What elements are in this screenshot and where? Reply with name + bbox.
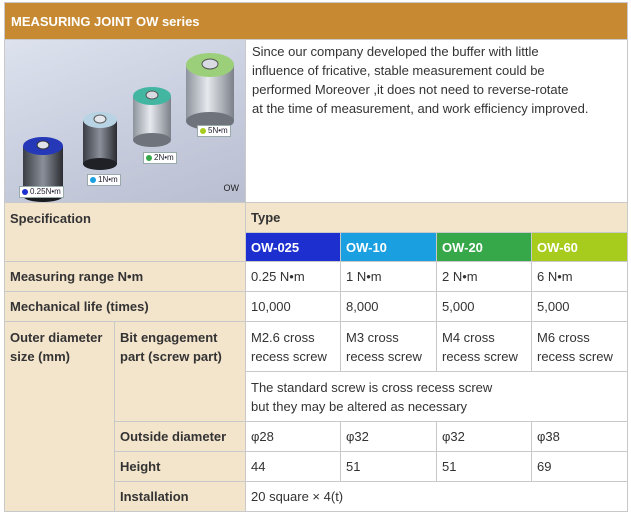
installation-value: 20 square × 4(t) <box>246 482 628 512</box>
measuring-range-ow60: 6 N•m <box>532 262 628 292</box>
section-title: MEASURING JOINT OW series <box>5 3 628 40</box>
outside-diameter-ow20: φ32 <box>437 422 532 452</box>
measuring-range-label: Measuring range N•m <box>5 262 246 292</box>
spec-table <box>4 2 628 512</box>
model-ow60: OW-60 <box>532 233 628 262</box>
color-dot-icon <box>90 177 96 183</box>
type-header: Type <box>246 203 628 233</box>
outside-diameter-label: Outside diameter <box>115 422 246 452</box>
color-dot-icon <box>146 155 152 161</box>
color-dot-icon <box>200 128 206 134</box>
description-line: influence of fricative, stable measurement could be <box>252 63 545 78</box>
joint-ow20 <box>133 87 171 147</box>
bit-engagement-ow025: M2.6 cross recess screw <box>246 322 341 372</box>
model-ow10: OW-10 <box>341 233 437 262</box>
measuring-range-ow20: 2 N•m <box>437 262 532 292</box>
installation-label: Installation <box>115 482 246 512</box>
measuring-range-ow10: 1 N•m <box>341 262 437 292</box>
mechanical-life-ow60: 5,000 <box>532 292 628 322</box>
specification-header: Specification <box>5 203 246 262</box>
outside-diameter-ow60: φ38 <box>532 422 628 452</box>
mechanical-life-ow20: 5,000 <box>437 292 532 322</box>
label-1nm: 1N•m <box>87 174 121 186</box>
photo-mark: OW <box>223 183 239 193</box>
description-line: at the time of measurement, and work efficiency improved. <box>252 101 589 116</box>
outer-diameter-label: Outer diameter size (mm) <box>5 322 115 512</box>
height-ow60: 69 <box>532 452 628 482</box>
product-photo-svg <box>5 40 245 202</box>
height-ow10: 51 <box>341 452 437 482</box>
joint-ow10 <box>83 112 117 170</box>
joint-ow60 <box>186 53 234 130</box>
description-line: performed Moreover ,it does not need to reverse-rotate <box>252 82 569 97</box>
description <box>246 40 628 203</box>
description-line: Since our company developed the buffer with little <box>252 44 539 59</box>
mechanical-life-ow10: 8,000 <box>341 292 437 322</box>
product-photo-cell <box>5 40 246 203</box>
product-photo <box>5 40 245 202</box>
measuring-range-ow025: 0.25 N•m <box>246 262 341 292</box>
height-ow20: 51 <box>437 452 532 482</box>
screw-note-line: The standard screw is cross recess screw <box>251 380 493 395</box>
bit-engagement-ow10: M3 cross recess screw <box>341 322 437 372</box>
product-spec-panel <box>4 2 627 512</box>
label-5nm: 5N•m <box>197 125 231 137</box>
height-ow025: 44 <box>246 452 341 482</box>
model-ow20: OW-20 <box>437 233 532 262</box>
outside-diameter-ow10: φ32 <box>341 422 437 452</box>
model-ow025: OW-025 <box>246 233 341 262</box>
height-label: Height <box>115 452 246 482</box>
bit-engagement-ow20: M4 cross recess screw <box>437 322 532 372</box>
screw-note-line: but they may be altered as necessary <box>251 399 468 414</box>
label-025nm: 0.25N•m <box>19 186 64 198</box>
mechanical-life-label: Mechanical life (times) <box>5 292 246 322</box>
bit-engagement-label: Bit engagement part (screw part) <box>115 322 246 422</box>
color-dot-icon <box>22 189 28 195</box>
bit-engagement-ow60: M6 cross recess screw <box>532 322 628 372</box>
label-2nm: 2N•m <box>143 152 177 164</box>
screw-note <box>246 372 628 422</box>
mechanical-life-ow025: 10,000 <box>246 292 341 322</box>
outside-diameter-ow025: φ28 <box>246 422 341 452</box>
